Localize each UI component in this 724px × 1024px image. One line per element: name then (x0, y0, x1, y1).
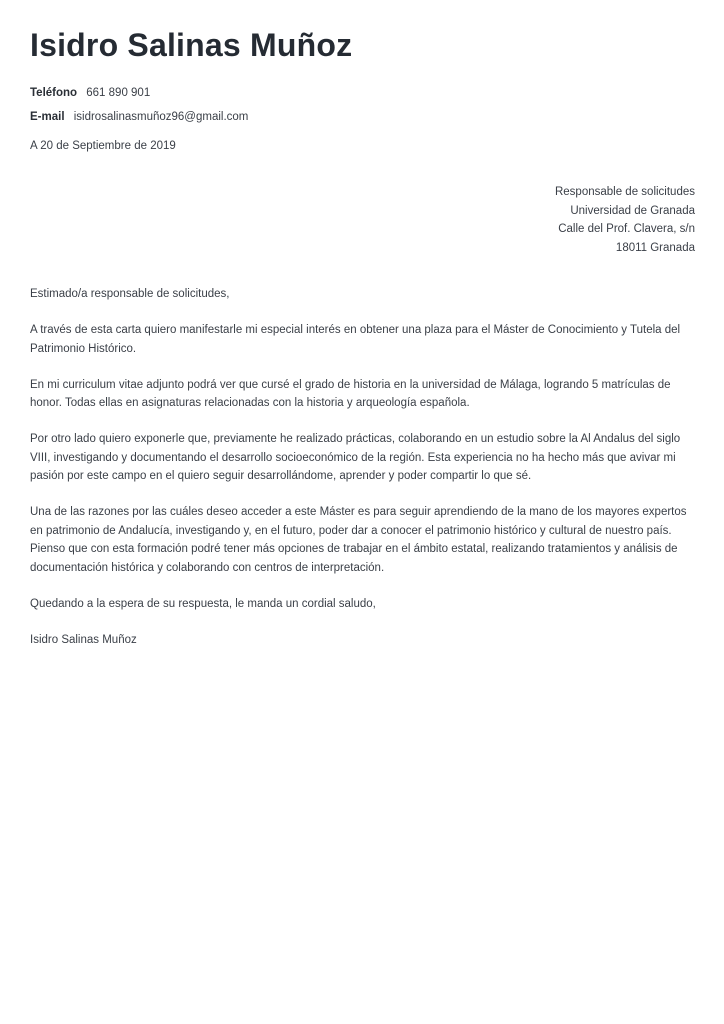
body-paragraph: Una de las razones por las cuáles deseo acceder a este Máster es para seguir aprendiendo de la mano de los mayores expertos en patrimonio de Andalucía, investigando y, en el futuro, poder dar a conocer el patrimonio histórico y cultural de nuestro país. Pienso que con esta formación podré tener más opciones de trabajar en el ámbito estatal, realizando tratamientos y análisis de documentación histórica y colaborando con centros de interpretación. (30, 506, 687, 574)
signature: Isidro Salinas Muñoz (30, 633, 137, 646)
recipient-line: Responsable de solicitudes (554, 186, 695, 198)
body-paragraph: A través de esta carta quiero manifestarle mi especial interés en obtener una plaza para el Máster de Conocimiento y Tutela del Patrimonio Histórico. (30, 324, 681, 355)
email-label: E-mail (30, 111, 65, 123)
phone-label: Teléfono (30, 87, 78, 99)
applicant-name: Isidro Salinas Muñoz (30, 27, 353, 63)
email-row (30, 105, 695, 129)
email-value: isidrosalinasmuñoz96@gmail.com (73, 111, 249, 123)
phone-row (30, 81, 695, 105)
letter-body (30, 285, 695, 649)
letter-date: A 20 de Septiembre de 2019 (30, 140, 176, 152)
recipient-line: Calle del Prof. Clavera, s/n (558, 223, 695, 235)
greeting: Estimado/a responsable de solicitudes, (30, 288, 230, 300)
phone-value: 661 890 901 (86, 87, 151, 99)
recipient-line: Universidad de Granada (570, 204, 695, 217)
body-paragraph: Por otro lado quiero exponerle que, previamente he realizado prácticas, colaborando en un estudio sobre la Al Andalus del siglo VIII, investigando y documentando el desarrollo socioeconómico de la región. Esta experiencia no ha hecho más que avivar mi pasión por este campo en el quiero seguir desarrollándome, aprender y poder compartir lo que sé. (30, 433, 681, 482)
closing: Quedando a la espera de su respuesta, le manda un cordial saludo, (30, 597, 376, 610)
recipient-address (30, 183, 695, 257)
contact-info (30, 81, 695, 129)
body-paragraph: En mi curriculum vitae adjunto podrá ver que cursé el grado de historia en la universidad de Málaga, logrando 5 matrículas de honor. Todas ellas en asignaturas relacionadas con la historia y arqueología española. (30, 378, 671, 409)
recipient-line: 18011 Granada (615, 241, 695, 254)
